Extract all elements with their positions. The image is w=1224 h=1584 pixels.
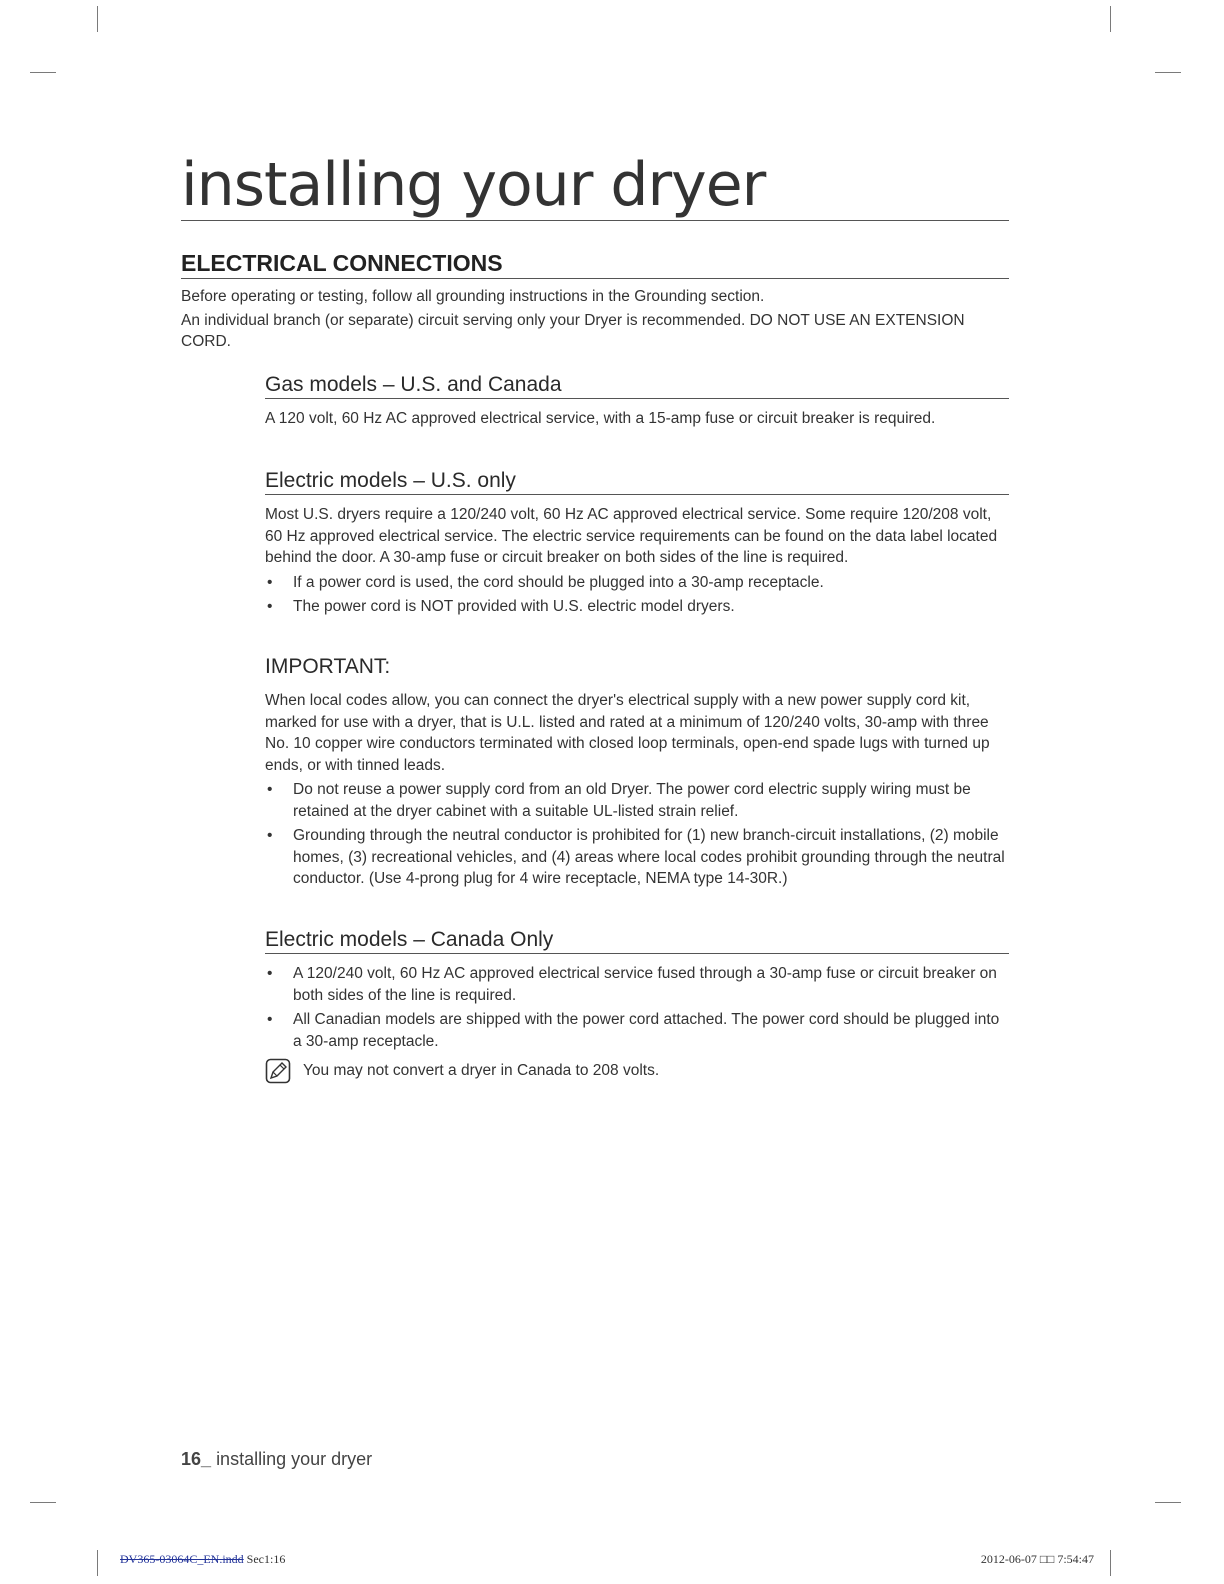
page-title: installing your dryer	[181, 150, 1009, 221]
list-item: • All Canadian models are shipped with the power cord attached. The power cord should be plugged into a 30-amp receptacle.	[265, 1009, 1005, 1052]
intro-text	[181, 286, 1011, 355]
slug-file-name: DV365-03064C_EN.indd	[120, 1552, 244, 1566]
print-slug-right	[981, 1552, 1094, 1567]
important-text: When local codes allow, you can connect the dryer's electrical supply with a new power supply cord kit, marked for use with a dryer, that is U.L. listed and rated at a minimum of 120/240 volts, 30-amp with three No. 10 copper wire conductors terminated with closed loop terminals, open-end spade lugs with turned up ends, or with tinned leads.	[265, 692, 990, 774]
electric-us-text: Most U.S. dryers require a 120/240 volt, 60 Hz AC approved electrical service. Some require 120/208 volt, 60 Hz approved electrical service. The electric service requirements can be found on the data label located behind the door. A 30-amp fuse or circuit breaker on both sides of the line is required.	[265, 506, 998, 566]
electric-us-heading: Electric models – U.S. only	[265, 468, 1009, 495]
crop-mark	[1155, 1502, 1181, 1503]
note	[265, 1058, 1005, 1084]
page-number: 16_	[181, 1449, 212, 1469]
important-heading: IMPORTANT:	[265, 655, 391, 678]
crop-mark	[1110, 6, 1111, 32]
footer-label: installing your dryer	[216, 1449, 373, 1469]
electric-us-body	[265, 504, 1005, 621]
section-title: ELECTRICAL CONNECTIONS	[181, 248, 1009, 279]
slug-date: 2012-06-07	[980, 1552, 1037, 1566]
list-item: • If a power cord is used, the cord should be plugged into a 30-amp receptacle.	[265, 572, 1005, 594]
electric-canada-list	[265, 963, 1005, 1052]
important-list	[265, 779, 1005, 890]
crop-mark	[97, 1550, 98, 1576]
crop-mark	[1155, 72, 1181, 73]
list-item: • A 120/240 volt, 60 Hz AC approved electrical service fused through a 30-amp fuse or circuit breaker on both sides of the line is required.	[265, 963, 1005, 1006]
electric-us-list	[265, 572, 1005, 618]
electric-canada-heading: Electric models – Canada Only	[265, 927, 1009, 954]
gas-models-body	[265, 408, 1005, 433]
list-item: • Do not reuse a power supply cord from an old Dryer. The power cord electric supply wiring must be retained at the dryer cabinet with a suitable UL-listed strain relief.	[265, 779, 1005, 822]
list-item: • Grounding through the neutral conductor is prohibited for (1) new branch-circuit installations, (2) mobile homes, (3) recreational vehicles, and (4) areas where local codes prohibit grounding through the neutral conductor. (Use 4-prong plug for 4 wire receptacle, NEMA type 14-30R.)	[265, 825, 1005, 890]
slug-time: 7:54:47	[1057, 1552, 1094, 1566]
page-footer	[181, 1449, 372, 1470]
gas-models-text: A 120 volt, 60 Hz AC approved electrical service, with a 15-amp fuse or circuit breaker is required.	[265, 410, 936, 427]
crop-mark	[97, 6, 98, 32]
intro-paragraph: An individual branch (or separate) circuit serving only your Dryer is recommended. DO NOT USE AN EXTENSION CORD.	[181, 312, 965, 350]
important-body	[265, 690, 1005, 893]
crop-mark	[1110, 1550, 1111, 1576]
note-text: You may not convert a dryer in Canada to 208 volts.	[303, 1062, 660, 1079]
slug-section: Sec1:16	[246, 1552, 286, 1566]
gas-models-heading: Gas models – U.S. and Canada	[265, 372, 1009, 399]
print-slug-left	[120, 1552, 285, 1567]
intro-paragraph: Before operating or testing, follow all grounding instructions in the Grounding section.	[181, 288, 765, 305]
note-pencil-icon	[265, 1058, 291, 1084]
crop-mark	[30, 1502, 56, 1503]
slug-garbled: □□	[1039, 1552, 1055, 1566]
crop-mark	[30, 72, 56, 73]
list-item: • The power cord is NOT provided with U.S. electric model dryers.	[265, 596, 1005, 618]
electric-canada-body	[265, 963, 1005, 1055]
